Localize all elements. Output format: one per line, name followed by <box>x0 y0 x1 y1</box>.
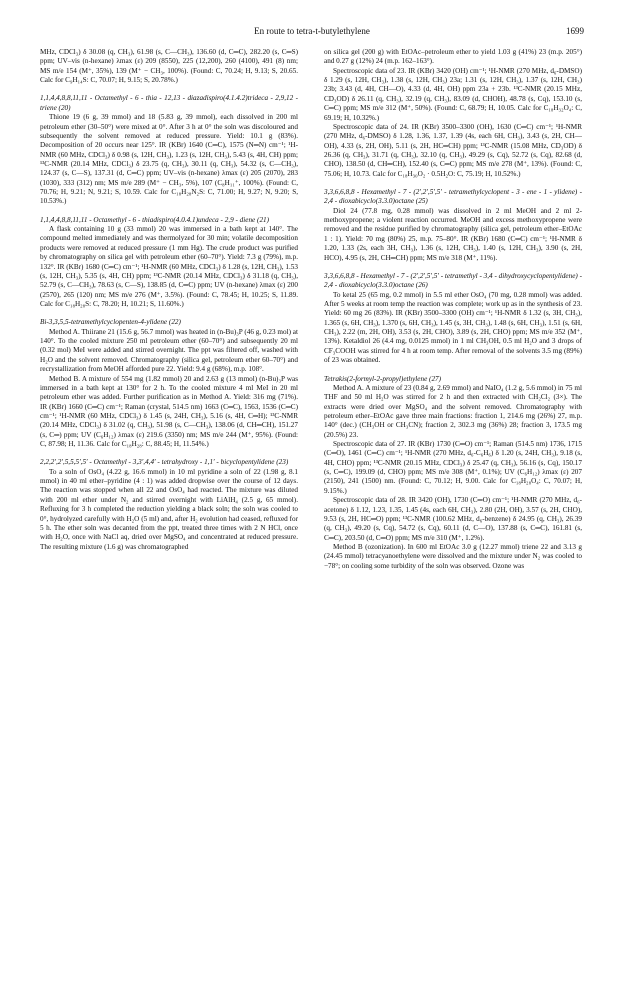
body-paragraph: Spectroscopic data of 27. IR (KBr) 1730 (C═O) cm⁻¹; Raman (514.5 nm) 1736, 1715 (C═O), 1461 (C═C) cm⁻¹; ¹H-NMR (270 MHz, d₆-C₆H₆) δ 1.20 (s, 24H, CH₃), 9.18 (s, 4H, CHO) ppm; ¹³C-NMR (20.15 MHz, CDCl₃) δ 25.47 (q, CH₃), 56.16 (s, Cq), 150.17 (s, C═C), 199.09 (d, CHO) ppm; MS m/e 308 (M⁺, 0.1%); UV (C₆H₁₂) λmax (ε) 207 (2150), 241 (1500) nm. (Found: C, 70.12; H, 9.00. Calc for C₁₈H₂₈O₄: C, 70.07; H, 9.15%.) <box>324 440 582 495</box>
body-paragraph: Method A. Thiirane 21 (15.6 g, 56.7 mmol) was heated in (n-Bu)₃P (46 g, 0.23 mol) at 140°. To the cooled mixture 250 ml petroleum ether (60–70°) and subsequently 20 ml (0.32 mol) MeI were added and stirred overnight. The ppt was filtered off, washed with H₂O and the solvent removed. Chromatography (silica gel, petroleum ether 60–70°) and recrystallization from MeOH afforded pure 22. Yield: 9.4 g (68%), m.p. 108°. <box>40 327 298 374</box>
compound-heading: Bi-3,3,5,5-tetramethylcyclopenten-4-ylidene (22) <box>40 318 181 327</box>
body-paragraph: Thione 19 (6 g, 39 mmol) and 18 (5.83 g, 39 mmol), each dissolved in 200 ml petroleum ether (30–50°) were mixed at 0°. After 3 h at 0° the soln was discoloured and subsequently the solvent removed at reduced pressure. Yield: 10.1 g (83%). Decomposition of 20 occurs near 125°. IR (KBr) 1640 (C═C), 1575 (N═N) cm⁻¹; ¹H-NMR (60 MHz, CDCl₃) δ 0.98 (s, 12H, CH₃), 1.23 (s, 12H, CH₃), 5.43 (s, 4H, CH) ppm; ¹³C-NMR (20.14 MHz, CDCl₃) δ 23.75 (q, CH₃), 30.11 (q, CH₃), 54.32 (s, C—CH₃), 124.37 (s, C—S), 137.31 (d, C═C) ppm; UV–vis (n-hexane) λmax (ε) 205 (2070), 283 (1030), 333 (312) nm; MS m/e 289 (M⁺ − CH₃, 5%), 107 (C₈H₁₁⁺, 100%). (Found: C, 70.76; H, 9.21; N, 9.21; S, 10.59. Calc for C₁₈H₂₈N₂S: C, 71.00; H, 9.27; N, 9.20; S, 10.53%.) <box>40 113 298 206</box>
body-paragraph: Method A. A mixture of 23 (0.84 g, 2.69 mmol) and NaIO₄ (1.2 g, 5.6 mmol) in 75 ml THF and 50 ml H₂O was stirred for 2 h and then extracted with CH₂Cl₂ (3×). The extracts were dried over MgSO₄ and the solvent removed. Chromatography with petroleum ether–EtOAc gave three main fractions: fraction 1, 214.6 mg (26%) 27, m.p. 140° (dec.) (CH₃OH or CH₃CN); fraction 2, 302.3 mg (36%) 28; fraction 3, 173.5 mg (20.5%) 23. <box>324 383 582 439</box>
body-paragraph: Spectroscopic data of 28. IR 3420 (OH), 1730 (C═O) cm⁻¹; ¹H-NMR (270 MHz, d₆-acetone) δ 1.12, 1.23, 1.35, 1.45 (4s, each 6H, CH₃), 2.80 (2H, OH), 3.57 (s, 2H, CHO), 9.53 (s, 2H, HC═O) ppm; ¹³C-NMR (100.62 MHz, d₆-benzene) δ 24.95 (q, CH₃), 26.39 (q, CH₃), 49.20 (s, Cq), 54.72 (s, Cq), 60.11 (d, C—O), 137.88 (s, C═C), 161.81 (s, C═C), 203.50 (d, C═O) ppm; MS m/e 310 (M⁺, 1.2%). <box>324 496 582 542</box>
compound-heading: 3,3,6,6,8,8 - Hexamethyl - 7 - (2′,2′,5′,5′ - tetramethyl - 3,4 - dihydroxycyclopentylidene) - 2,4 - dioxabicyclo(3.3.0)octane (26) <box>324 271 582 290</box>
paragraph-gap <box>324 366 582 375</box>
paragraph-gap <box>40 449 298 458</box>
left-column <box>40 48 298 993</box>
body-paragraph: Spectroscopic data of 23. IR (KBr) 3420 (OH) cm⁻¹; ¹H-NMR (270 MHz, d₆-DMSO) δ 1.29 (s, 12H, CH₃), 1.38 (s, 12H, CH₃) 23a; 1.31 (s, 12H, CH₃), 1.37 (s, 12H, CH₃) 23b; 3.43 (d, 4H, CH—O), 4.33 (d, 4H, OH) ppm 23a + 23b. ¹³C-NMR (20.15 MHz, CD₃OD) δ 26.11 (q, CH₃), 32.19 (q, CH₃), 83.09 (d, CHOH), 48.78 (s, Cq), 153.10 (s, C═C) ppm; MS m/e 312 (M⁺, 50%). (Found: C, 68.79; H, 10.05. Calc for C₁₈H₃₂O₄: C, 69.19; H, 10.32%.) <box>324 66 582 122</box>
body-paragraph: Method B. A mixture of 554 mg (1.82 mmol) 20 and 2.63 g (13 mmol) (n-Bu)₃P was immersed in a bath kept at 130° for 2 h. To the cooled mixture 4 ml MeI in 20 ml petroleum ether was added. Further purification as in Method A. Yield: 316 mg (71%). IR (KBr) 1660 (C═C) cm⁻¹; Raman (crystal, 514.5 nm) 1663 (C═C), 1563, 1536 (C═C) cm⁻¹; ¹H-NMR (60 MHz, CDCl₃) δ 1.45 (s, 24H, CH₃), 5.16 (s, 4H, C═H); ¹³C-NMR (20.14 MHz, CDCl₃) δ 31.02 (q, CH₃), 51.98 (s, C—CH₃), 138.06 (d, CH═CH), 151.27 (s, C═) ppm; UV (C₆H₁₂) λmax (ε) 219.6 (3350) nm; MS m/e 244 (M⁺, 95%). (Found: C, 87.98; H, 11.36. Calc for C₁₈H₂₈: C, 88.45; H, 11.54%.) <box>40 374 298 449</box>
paragraph-gap <box>324 263 582 272</box>
body-paragraph: Diol 24 (77.8 mg, 0.28 mmol) was dissolved in 2 ml MeOH and 2 ml 2-methoxypropene; a violent reaction occurred. MeOH and excess methoxypropene were removed and the residue purified by chromatography (silica gel, petroleum ether–EtOAc 1 : 1). Yield: 70 mg (80%) 25, m.p. 75–80°. IR (KBr) 1680 (C═C) cm⁻¹; ¹H-NMR δ 1.20, 1.33 (2s, each 3H, CH₃), 1.36 (s, 12H, CH₃), 1.40 (s, 12H, CH₃), 3.90 (s, 2H, HCO), 4.95 (s, 2H, CH═CH) ppm; MS m/e 318 (M⁺, 11%). <box>324 206 582 262</box>
body-paragraph: on silica gel (200 g) with EtOAc–petroleum ether to yield 1.03 g (41%) 23 (m.p. 205°) and 0.27 g (12%) 24 (m.p. 162–163°). <box>324 48 582 66</box>
paragraph-gap <box>40 85 298 94</box>
paragraph-gap <box>40 207 298 216</box>
compound-heading: 1,1,4,4,8,8,11,11 - Octamethyl - 6 - thiadispiro(4.0.4.1)undeca - 2,9 - diene (21) <box>40 215 270 224</box>
paragraph-gap <box>324 179 582 188</box>
page-number: 1699 <box>566 26 584 36</box>
running-title: En route to tetra-t-butylethylene <box>254 26 370 36</box>
body-paragraph: Method B (ozonization). In 600 ml EtOAc 3.0 g (12.27 mmol) triene 22 and 3.13 g (24.45 mmol) tetracyanoethylene were dissolved and the mixture under N₂ was cooled to −78°; on cooling some turbidity of the soln was observed. Ozone was <box>324 542 582 570</box>
right-column <box>324 48 582 993</box>
body-paragraph: To ketal 25 (65 mg, 0.2 mmol) in 5.5 ml ether OsO₄ (70 mg, 0.28 mmol) was added. After 5 weeks at room temp the reaction was complete; work up as in the synthesis of 23. Yield: 60 mg 26 (83%). IR (KBr) 3500–3300 (OH) cm⁻¹; ¹H-NMR δ 1.32 (s, 3H, CH₃), 1.365 (s, 6H, CH₃), 1.370 (s, 6H, CH₃), 1.45 (s, 3H, CH₃), 1.48 (s, 6H, CH₃), 1.51 (s, 6H, CH₃), 2.22 (m, 2H, OH), 3.53 (s, 2H, CHO), 3.89 (s, 2H, CHO) ppm; MS m/e 352 (M⁺, 13%). Ketaldiol 26 (4.4 mg, 0.0125 mmol) in 1 ml CH₃OH, 0.5 ml H₂O and 3 drops of CF₃COOH was stirred for 4 h at room temp. After removal of the solvents 3.5 mg (89%) of 23 was obtained. <box>324 290 582 365</box>
compound-heading: Tetrakis(2-formyl-2-propyl)ethylene (27) <box>324 374 442 383</box>
body-paragraph: To a soln of OsO₄ (4.22 g, 16.6 mmol) in 10 ml pyridine a soln of 22 (1.98 g, 8.1 mmol) in 40 ml ether–pyridine (4 : 1) was added dropwise over the course of 12 days. The reaction was stopped when all 22 and OsO₄ had reacted. The mixture was diluted with 200 ml ether under N₂ and stirred overnight with LiAlH₄ (2.5 g, 65 mmol). Refluxing for 3 h completed the reduction yielding a black soln; the soln was cooled to 0°, hydrolyzed carefully with H₂O (5 ml) and, after H₂ evolution had ceased, refluxed for 5 h. The ether soln was decanted from the ppt, treated three times with 2 N HCl, once with H₂O, once with NaCl aq, dried over MgSO₄ and concentrated at reduced pressure. The resulting mixture (1.6 g) was chromatographed <box>40 467 298 551</box>
body-paragraph: A flask containing 10 g (33 mmol) 20 was immersed in a bath kept at 140°. The compound melted immediately and was thermolyzed for 30 min; volatile decomposition products were removed at reduced pressure (1 mm Hg). The crude product was purified by chromatography on silica gel with petroleum ether (60–70°). Yield: 7.3 g (79%), m.p. 132°. IR (KBr) 1680 (C═C) cm⁻¹; ¹H-NMR (60 MHz, CDCl₃) δ 1.28 (s, 12H, CH₃), 1.53 (s, 12H, CH₃), 5.35 (s, 4H, CH) ppm; ¹³C-NMR (20.14 MHz, CDCl₃) δ 31.18 (q, CH₃), 52.79 (s, C—CH₃), 78.63 (s, C—S), 138.85 (d, C═C) ppm; UV (n-hexane) λmax (ε) 200 (2570), 265 (120) nm; MS m/e 276 (M⁺, 3.5%). (Found: C, 78.45; H, 10.25; S, 11.89. Calc for C₁₈H₂₈S: C, 78.20; H, 10.21; S, 11.60%.) <box>40 225 298 308</box>
compound-heading: 3,3,6,6,8,8 - Hexamethyl - 7 - (2′,2′,5′,5′ - tetramethylcyclopent - 3 - ene - 1 - ylidene) - 2,4 - dioxabicyclo(3.3.0)octane (25) <box>324 188 582 206</box>
body-paragraph: Spectroscopic data of 24. IR (KBr) 3500–3300 (OH), 1630 (C═C) cm⁻¹; ¹H-NMR (270 MHz, d₆-DMSO) δ 1.28, 1.36, 1.37, 1.39 (4s, each 6H, CH₃), 3.43 (s, 2H, CH—OH), 4.33 (s, 2H, OH), 5.11 (s, 2H, HC═CH) ppm; ¹³C-NMR (15.08 MHz, CD₃OD) δ 26.36 (q, CH₃), 31.71 (q, CH₃), 32.10 (q, CH₃), 49.29 (s, Cq), 52.72 (s, Cq), 82.68 (d, CHO), 138.50 (d, CH═CH), 152.40 (s, C═C) ppm; MS m/e 278 (M⁺, 13%). (Found: C, 75.06; H, 10.73. Calc for C₁₈H₃₀O₂ · 0.5H₂O: C, 75.19; H, 10.52%.) <box>324 122 582 178</box>
running-header <box>40 26 584 38</box>
compound-heading: 1,1,4,4,8,8,11,11 - Octamethyl - 6 - thia - 12,13 - diazadispiro(4.1.4.2)trideca - 2,9,12 - triene (20) <box>40 94 298 112</box>
paragraph-gap <box>40 309 298 318</box>
compound-heading: 2,2,2′,2′,5,5,5′,5′ - Octamethyl - 3,3′,4,4′ - tetrahydroxy - 1,1′ - bicyclopentylidene (23) <box>40 458 289 467</box>
body-paragraph: MHz, CDCl₃) δ 30.08 (q, CH₃), 61.98 (s, C—CH₃), 136.60 (d, C═C), 282.20 (s, C═S) ppm; UV–vis (n-hexane) λmax (ε) 209 (8550), 225 (12,200), 260 (4100), 491 (8) nm; MS m/e 154 (M⁺, 35%), 139 (M⁺ − CH₃, 100%). (Found: C, 70.24; H, 9.13; S, 20.65. Calc for C₉H₁₄S: C, 70.07; H, 9.15; S, 20.78%.) <box>40 48 298 85</box>
